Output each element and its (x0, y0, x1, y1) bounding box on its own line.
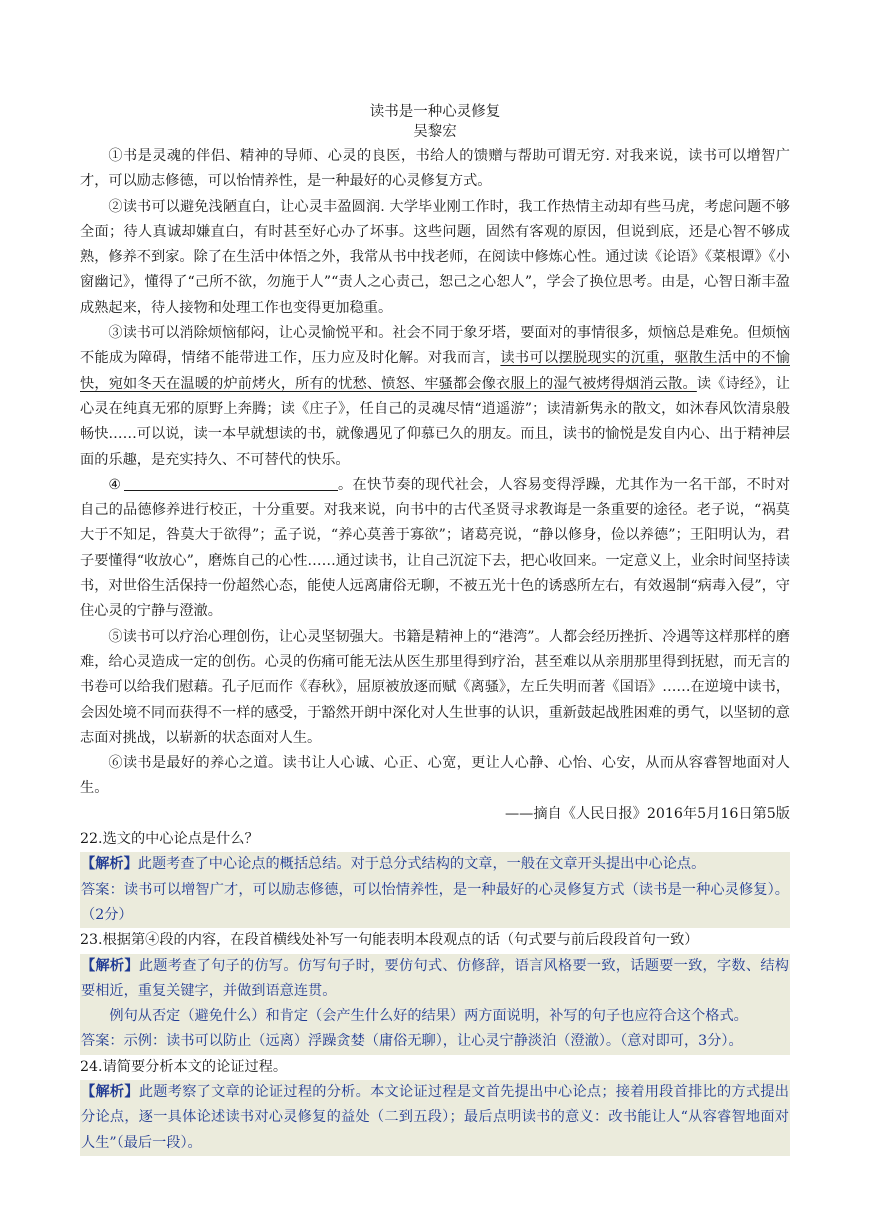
paragraph-6: ⑥读书是最好的养心之道。读书让人心诚、心正、心宽，更让人心静、心怡、心安，从而从容睿智地面对人生。 (80, 755, 790, 797)
analysis-text: 此题考查了句子的仿写。仿写句子时，要仿句式、仿修辞，语言风格要一致，话题要一致，字数、结构要相近，重复关键字，并做到语意连贯。 (81, 957, 789, 999)
paragraph-3 (80, 321, 790, 473)
paragraph-3-intro: ③读书可以消除烦恼郁闷，让心灵愉悦平和。社会不同于象牙塔，要面对的事情很多，烦恼总是难免。但烦恼不能成为障碍，情绪不能带进工作，压力应及时化解。对我而言， (80, 325, 790, 367)
question-24-analysis (81, 1080, 789, 1156)
analysis-tag: 【解析】 (81, 957, 139, 974)
question-23-answer: 答案：示例：读书可以防止（远离）浮躁贪婪（庸俗无聊），让心灵宁静淡泊（澄澈）。（意对即可，3分）。 (81, 1033, 743, 1050)
fill-in-blank-line (124, 474, 338, 491)
paragraph-4 (80, 473, 790, 625)
question-24-analysis-box (80, 1080, 790, 1156)
question-24: 24.请简要分析本文的论证过程。 (80, 1058, 288, 1075)
analysis-tag: 【解析】 (81, 856, 138, 873)
question-23: 23.根据第④段的内容，在段首横线处补写一句能表明本段观点的话（句式要与前后段段首句一致） (80, 932, 699, 949)
paragraph-4-text: 。在快节奏的现代社会，人容易变得浮躁，尤其作为一名干部，不时对自己的品德修养进行校正，十分重要。对我来说，向书中的古代圣贤寻求教诲是一条重要的途径。老子说，“祸莫大于不知足，咎莫大于欲得”；孟子说，“养心莫善于寡欲”；诸葛亮说，“静以修身，俭以养德”；王阳明认为，君子要懂得“收放心”，磨炼自己的心性……通过读书，让自己沉淀下去，把心收回来。一定意义上，业余时间坚持读书，对世俗生活保持一份超然心态，能使人远离庸俗无聊，不被五光十色的诱惑所左右，有效遏制“病毒入侵”，守住心灵的宁静与澄澈。 (80, 476, 790, 620)
question-23-analysis-box (80, 954, 790, 1055)
question-23-analysis-2: 例句从否定（避免什么）和肯定（会产生什么好的结果）两方面说明，补写的句子也应符合这个格式。 (109, 1008, 748, 1025)
paragraph-3-rest: 读《诗经》，让心灵在纯真无邪的原野上奔腾；读《庄子》，任自己的灵魂尽情“逍遥游”；读清新隽永的散文，如沐春风饮清泉般畅快……可以说，读一本早就想读的书，就像遇见了仰慕已久的朋友。而且，读书的愉悦是发自内心、出于精神层面的乐趣，是充实持久、不可替代的快乐。 (80, 375, 790, 468)
article-author: 吴黎宏 (413, 124, 457, 140)
article-title: 读书是一种心灵修复 (369, 104, 501, 120)
article-source: ——摘自《人民日报》2016年5月16日第5版 (504, 805, 790, 822)
paragraph-4-number: ④ (108, 476, 122, 493)
document-content (80, 102, 790, 1156)
paragraph-1: ①书是灵魂的伴侣、精神的导师、心灵的良医，书给人的馈赠与帮助可谓无穷. 对我来说，读书可以增智广才，可以励志修德，可以怡情养性，是一种最好的心灵修复方式。 (80, 148, 790, 190)
question-22: 22.选文的中心论点是什么？ (80, 831, 259, 848)
paragraph-5: ⑤读书可以疗治心理创伤，让心灵坚韧强大。书籍是精神上的“港湾”。人都会经历挫折、冷遇等这样那样的磨难，给心灵造成一定的创伤。心灵的伤痛可能无法从医生那里得到疗治，甚至难以从亲朋那里得到抚慰，而无言的书卷可以给我们慰藉。孔子厄而作《春秋》，屈原被放逐而赋《离骚》，左丘失明而著《国语》……在逆境中读书，会因处境不同而获得不一样的感受，于豁然开朗中深化对人生世事的认识，重新鼓起战胜困难的勇气，以坚韧的意志面对挑战，以崭新的状态面对人生。 (80, 628, 790, 746)
analysis-text: 此题考查了中心论点的概括总结。对于总分式结构的文章，一般在文章开头提出中心论点。 (137, 856, 706, 873)
question-22-analysis-box (80, 852, 790, 928)
paragraph-2: ②读书可以避免浅陋直白，让心灵丰盈圆润. 大学毕业刚工作时，我工作热情主动却有些马虎，考虑问题不够全面；待人真诚却嫌直白，有时甚至好心办了坏事。这些问题，固然有客观的原因，但说到底，还是心智不够成熟，修养不到家。除了在生活中体悟之外，我常从书中找老师，在阅读中修炼心性。通过读《论语》《菜根谭》《小窗幽记》，懂得了“己所不欲，勿施于人”“责人之心责己，恕己之心恕人”，学会了换位思考。由是，心智日渐丰盈成熟起来，待人接物和处理工作也变得更加稳重。 (80, 198, 790, 316)
analysis-tag: 【解析】 (81, 1083, 139, 1100)
analysis-text: 此题考察了文章的论证过程的分析。本文论证过程是文首先提出中心论点；接着用段首排比的方式提出分论点，逐一具体论述读书对心灵修复的益处（二到五段）；最后点明读书的意义：改书能让人“从容睿智地面对人生”（最后一段）。 (81, 1083, 789, 1151)
paragraph-3-underlined-sentence: 读书可以摆脱现实的沉重，驱散生活中的不愉快，宛如冬天在温暖的炉前烤火，所有的忧愁、愤怒、牢骚都会像衣服上的湿气被烤得烟消云散。 (80, 350, 790, 392)
question-22-analysis (81, 852, 789, 877)
question-23-analysis (81, 954, 789, 1005)
question-22-answer: 答案：读书可以增智广才，可以励志修德，可以怡情养性，是一种最好的心灵修复方式（读书是一种心灵修复）。（2分） (81, 881, 789, 923)
